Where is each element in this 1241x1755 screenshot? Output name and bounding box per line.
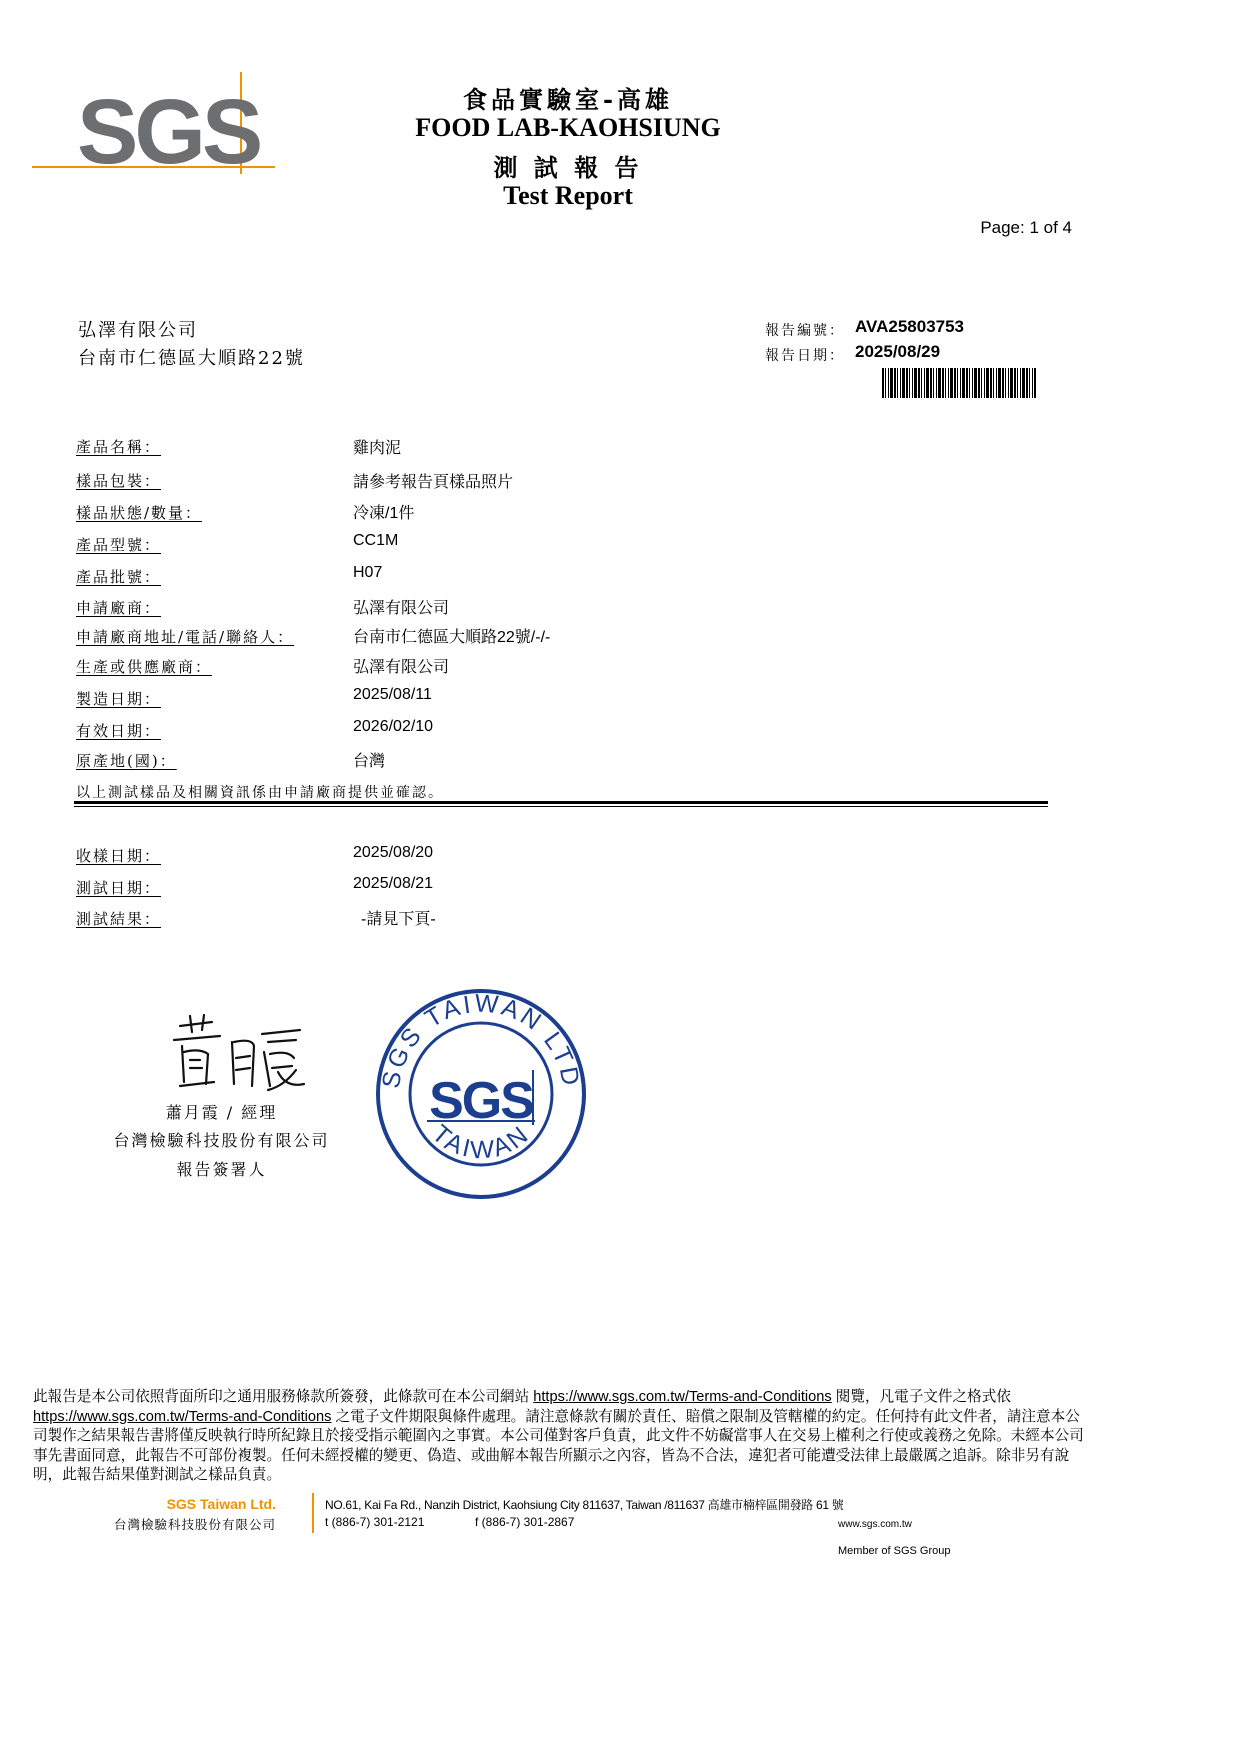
test-info-label: 測試日期： <box>76 879 162 897</box>
footer-member: Member of SGS Group <box>838 1545 951 1557</box>
sample-info-label: 產品型號： <box>76 536 162 554</box>
sample-info-label: 原產地(國)： <box>76 752 177 770</box>
report-title-zh: 測 試 報 告 <box>493 153 643 182</box>
sample-info-value: 冷凍/1件 <box>353 505 415 522</box>
disclaimer-text-3: 之電子文件期限與條件處理。請注意條款有關於責任、賠償之限制及管轄權的約定。任何持有此文件者，請注意本公司製作之結果報告書將僅反映執行時所紀錄且於接受指示範圍內之事實。本公司僅對客戶負責，此文件不妨礙當事人在交易上權利之行使或義務之免除。未經本公司事先書面同意，此報告不可部份複製。任何未經授權的變更、偽造、或曲解本報告所顯示之內容，皆為不合法，違犯者可能遭受法律上最嚴厲之追訴。除非另有說明，此報告結果僅對測試之樣品負責。 <box>33 1408 1084 1483</box>
signer-role: 報告簽署人 <box>176 1160 267 1179</box>
sgs-taiwan-stamp <box>375 988 587 1200</box>
svg-text:SGS: SGS <box>77 81 260 175</box>
report-title-en: Test Report <box>503 181 633 210</box>
customer-address: 台南市仁德區大順路22號 <box>78 348 305 369</box>
handwritten-signature <box>160 1012 310 1092</box>
terms-link-1[interactable]: https://www.sgs.com.tw/Terms-and-Conditions <box>533 1389 832 1405</box>
terms-link-2[interactable]: https://www.sgs.com.tw/Terms-and-Conditions <box>33 1408 332 1425</box>
disclaimer-text-1: 此報告是本公司依照背面所印之通用服務條款所簽發，此條款可在本公司網站 <box>33 1389 534 1405</box>
footer-address: NO.61, Kai Fa Rd., Nanzih District, Kaohsiung City 811637, Taiwan /811637 高雄市楠梓區開發路 61 號 <box>325 1498 844 1512</box>
sample-info-label: 生產或供應廠商： <box>76 658 213 676</box>
sample-info-value: 2025/08/11 <box>353 686 432 703</box>
sample-info-value: 雞肉泥 <box>353 440 402 457</box>
legal-disclaimer <box>33 1388 1087 1486</box>
signature-drawing <box>160 1012 310 1092</box>
svg-text:SGS: SGS <box>429 1072 533 1130</box>
footer-fax: f (886-7) 301-2867 <box>475 1515 575 1529</box>
section-divider-thin <box>74 806 1048 807</box>
sample-info-label: 申請廠商： <box>76 599 162 617</box>
footer-tel: t (886-7) 301-2121 <box>325 1515 425 1529</box>
signer-company: 台灣檢驗科技股份有限公司 <box>113 1131 330 1150</box>
test-info-value: 2025/08/21 <box>353 875 434 892</box>
barcode <box>882 368 1036 398</box>
test-info-label: 收樣日期： <box>76 847 162 865</box>
report-date-value: 2025/08/29 <box>855 342 941 361</box>
svg-text:SGS TAIWAN LTD: SGS TAIWAN LTD <box>376 989 586 1091</box>
sample-info-value: 台灣 <box>353 753 386 770</box>
sample-info-value: 弘澤有限公司 <box>353 659 450 676</box>
page-number: Page: 1 of 4 <box>980 218 1072 237</box>
test-info-label: 測試結果： <box>76 910 162 928</box>
lab-title-zh: 食品實驗室-高雄 <box>463 85 673 114</box>
sample-info-value: H07 <box>353 564 383 581</box>
sample-info-value: 2026/02/10 <box>353 718 434 735</box>
sample-info-label: 產品批號： <box>76 568 162 586</box>
sample-info-label: 有效日期： <box>76 722 162 740</box>
disclaimer-text-2: 閱覽，凡電子文件之格式依 <box>831 1389 1011 1405</box>
signer-name-title: 蕭月霞 / 經理 <box>165 1103 278 1122</box>
sample-info-value: 請參考報告頁樣品照片 <box>353 474 514 491</box>
sample-info-label: 產品名稱： <box>76 438 162 456</box>
sample-info-value: CC1M <box>353 532 399 549</box>
confirm-note: 以上測試樣品及相關資訊係由申請廠商提供並確認。 <box>76 785 444 801</box>
sample-info-label: 樣品狀態/數量： <box>76 504 203 522</box>
report-date-label: 報告日期： <box>765 348 845 364</box>
stamp-seal <box>375 988 587 1200</box>
sample-info-label: 樣品包裝： <box>76 472 162 490</box>
footer-divider <box>312 1493 314 1533</box>
customer-name: 弘澤有限公司 <box>78 320 198 341</box>
sample-info-value: 弘澤有限公司 <box>353 600 450 617</box>
test-info-value: -請見下頁- <box>361 911 436 928</box>
sample-info-label: 申請廠商地址/電話/聯絡人： <box>76 628 295 646</box>
section-divider <box>74 801 1048 804</box>
svg-text:TAIWAN: TAIWAN <box>426 1119 536 1165</box>
report-no-value: AVA25803753 <box>855 317 965 336</box>
footer-company-zh: 台灣檢驗科技股份有限公司 <box>113 1517 276 1532</box>
footer-company-en: SGS Taiwan Ltd. <box>166 1496 276 1512</box>
test-info-value: 2025/08/20 <box>353 844 434 861</box>
lab-title-en: FOOD LAB-KAOHSIUNG <box>415 113 721 142</box>
report-no-label: 報告編號： <box>765 323 845 339</box>
footer-website[interactable]: www.sgs.com.tw <box>838 1519 912 1530</box>
sample-info-value: 台南市仁德區大順路22號/-/- <box>353 629 551 646</box>
sample-info-label: 製造日期： <box>76 690 162 708</box>
